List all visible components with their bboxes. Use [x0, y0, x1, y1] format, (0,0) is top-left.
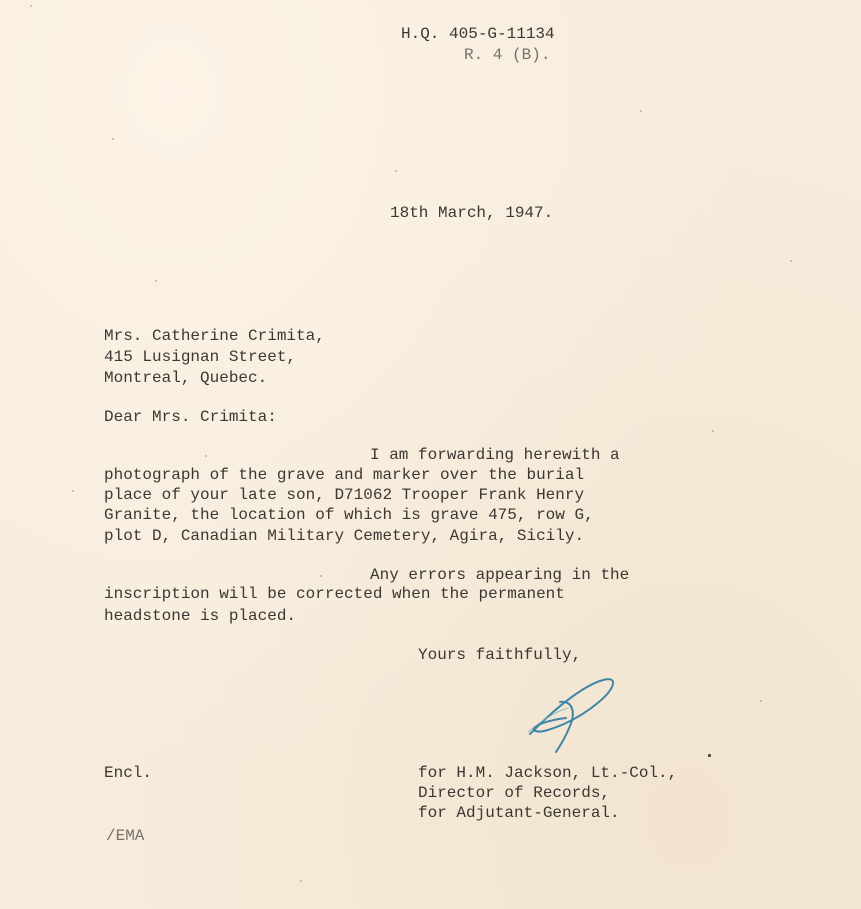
ink-dot	[708, 754, 711, 757]
body-line: Any errors appearing in the	[370, 566, 630, 584]
body-line: headstone is placed.	[104, 607, 297, 625]
enclosure-note: Encl.	[104, 764, 153, 782]
salutation: Dear Mrs. Crimita:	[104, 408, 277, 426]
paper-speck	[300, 880, 302, 882]
signatory-line: for H.M. Jackson, Lt.-Col.,	[418, 764, 678, 782]
file-number: H.Q. 405-G-11134	[401, 25, 555, 43]
paper-speck	[640, 110, 642, 112]
paper-speck	[155, 280, 157, 282]
paper-speck	[395, 170, 397, 172]
section-code: R. 4 (B).	[464, 46, 551, 64]
body-line: place of your late son, D71062 Trooper Frank Henry	[104, 486, 585, 504]
recipient-street: 415 Lusignan Street,	[104, 348, 297, 366]
paper-speck	[112, 138, 114, 140]
paper-speck	[72, 490, 74, 492]
letter-date: 18th March, 1947.	[390, 204, 554, 222]
paper-speck	[205, 455, 207, 457]
body-line: Granite, the location of which is grave 475, row G,	[104, 506, 594, 524]
paper-speck	[320, 575, 322, 577]
signatory-line: Director of Records,	[418, 784, 611, 802]
body-line: I am forwarding herewith a	[370, 446, 620, 464]
recipient-name: Mrs. Catherine Crimita,	[104, 327, 325, 345]
paper-speck	[712, 430, 714, 432]
body-line: inscription will be corrected when the permanent	[104, 585, 565, 603]
paper-speck	[760, 700, 762, 702]
paper-speck	[790, 260, 792, 262]
closing: Yours faithfully,	[418, 646, 582, 664]
handwritten-signature	[520, 672, 630, 757]
body-line: plot D, Canadian Military Cemetery, Agira, Sicily.	[104, 527, 585, 545]
typist-initials: /EMA	[106, 827, 145, 845]
paper-speck	[30, 5, 32, 7]
signatory-line: for Adjutant-General.	[418, 804, 620, 822]
recipient-city: Montreal, Quebec.	[104, 369, 268, 387]
body-line: photograph of the grave and marker over the burial	[104, 466, 585, 484]
